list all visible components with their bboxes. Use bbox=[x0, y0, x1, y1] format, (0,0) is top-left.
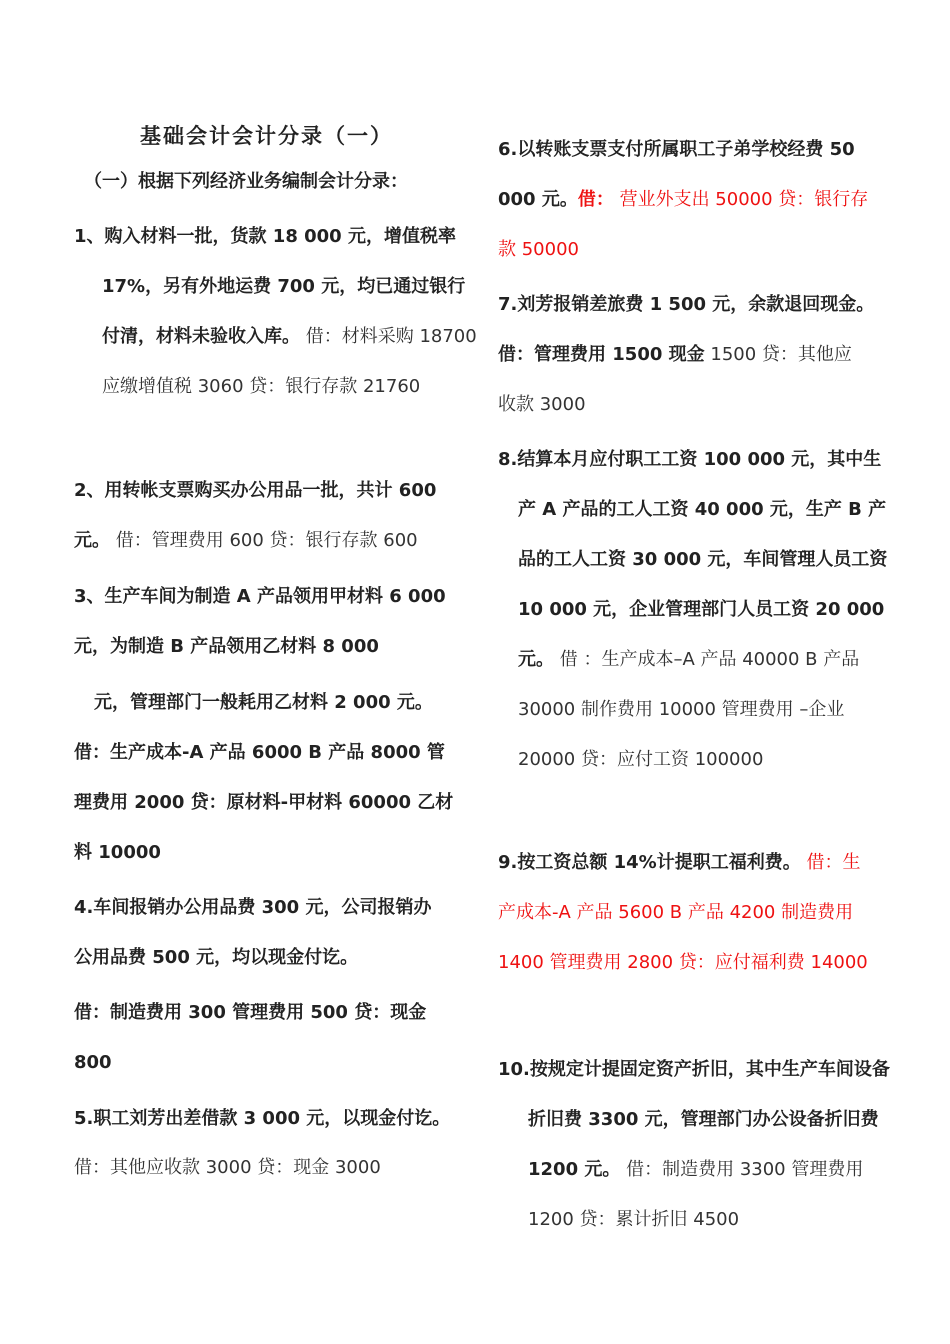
answer-10-text: 借：制造费用 3300 管理费用 1200 贷：累计折旧 4500 bbox=[528, 1159, 864, 1230]
question-3-part1: 3、生产车间为制造 A 产品领用甲材料 6 000 元，为制造 B 产品领用乙材料 8 000 bbox=[74, 586, 446, 657]
question-10 bbox=[498, 1045, 904, 1245]
answer-2-text: 借：管理费用 600 贷：银行存款 600 bbox=[110, 530, 418, 551]
answer-4-text: 借：制造费用 300 管理费用 500 贷：现金 800 bbox=[74, 1002, 427, 1073]
question-2-text: 2、用转帐支票购买办公用品一批，共计 600 元。 bbox=[74, 480, 437, 551]
answer-8-text: 借 ：生产成本–A 产品 40000 B 产品 30000 制作费用 10000 管理费用 –企业 20000 贷：应付工资 100000 bbox=[518, 649, 860, 770]
question-8 bbox=[498, 435, 894, 785]
answer-6-text: 营业外支出 50000 贷：银行存款 50000 bbox=[498, 189, 869, 260]
question-6-text: 6.以转账支票支付所属职工子弟学校经费 50 000 元。 bbox=[498, 139, 855, 210]
question-6 bbox=[498, 125, 874, 275]
answer-7 bbox=[498, 330, 868, 430]
question-7-text: 7.刘芳报销差旅费 1 500 元，余款退回现金。 bbox=[498, 294, 875, 315]
question-9-text: 9.按工资总额 14%计提职工福利费。 bbox=[498, 852, 801, 873]
question-5-text: 5.职工刘芳出差借款 3 000 元，以现金付讫。 bbox=[74, 1108, 451, 1129]
answer-5-text: 借：其他应收款 3000 贷：现金 3000 bbox=[74, 1157, 381, 1178]
answer-7-text: 1500 贷：其他应收款 3000 bbox=[498, 344, 852, 415]
question-9 bbox=[498, 838, 878, 988]
question-1-text: 1、购入材料一批，货款 18 000 元，增值税率 17%，另有外地运费 700 元，均已通过银行付清，材料未验收入库。 bbox=[74, 226, 466, 347]
question-10-text: 10.按规定计提固定资产折旧，其中生产车间设备折旧费 3300 元，管理部门办公设备折旧费 1200 元。 bbox=[498, 1059, 890, 1180]
answer-9-text: 借：生产成本-A 产品 5600 B 产品 4200 制造费用 1400 管理费用 2800 贷：应付福利费 14000 bbox=[498, 852, 868, 973]
answer-3-text: 借：生产成本-A 产品 6000 B 产品 8000 管理费用 2000 贷：原材料-甲材料 60000 乙材料 10000 bbox=[74, 742, 454, 863]
question-4-text: 4.车间报销办公用品费 300 元，公司报销办公用品费 500 元，均以现金付讫。 bbox=[74, 897, 432, 968]
answer-1-text: 借：材料采购 18700 应缴增值税 3060 贷：银行存款 21760 bbox=[102, 326, 477, 397]
answer-6-label: 借： bbox=[577, 189, 614, 210]
question-8-text: 8.结算本月应付职工工资 100 000 元，其中生产 A 产品的工人工资 40 000 元，生产 B 产品的工人工资 30 000 元，车间管理人员工资 10 000 元，企业管理部门人员工资 20 000 元。 bbox=[498, 449, 888, 670]
document-title: 基础会计会计分录（一） bbox=[140, 123, 393, 148]
instruction-heading: （一）根据下列经济业务编制会计分录： bbox=[84, 171, 408, 192]
answer-7-bold: 借：管理费用 1500 现金 bbox=[498, 344, 705, 365]
question-1 bbox=[74, 212, 482, 412]
question-2 bbox=[74, 466, 458, 566]
question-3-part2: 元，管理部门一般耗用乙材料 2 000 元。 bbox=[94, 692, 433, 713]
